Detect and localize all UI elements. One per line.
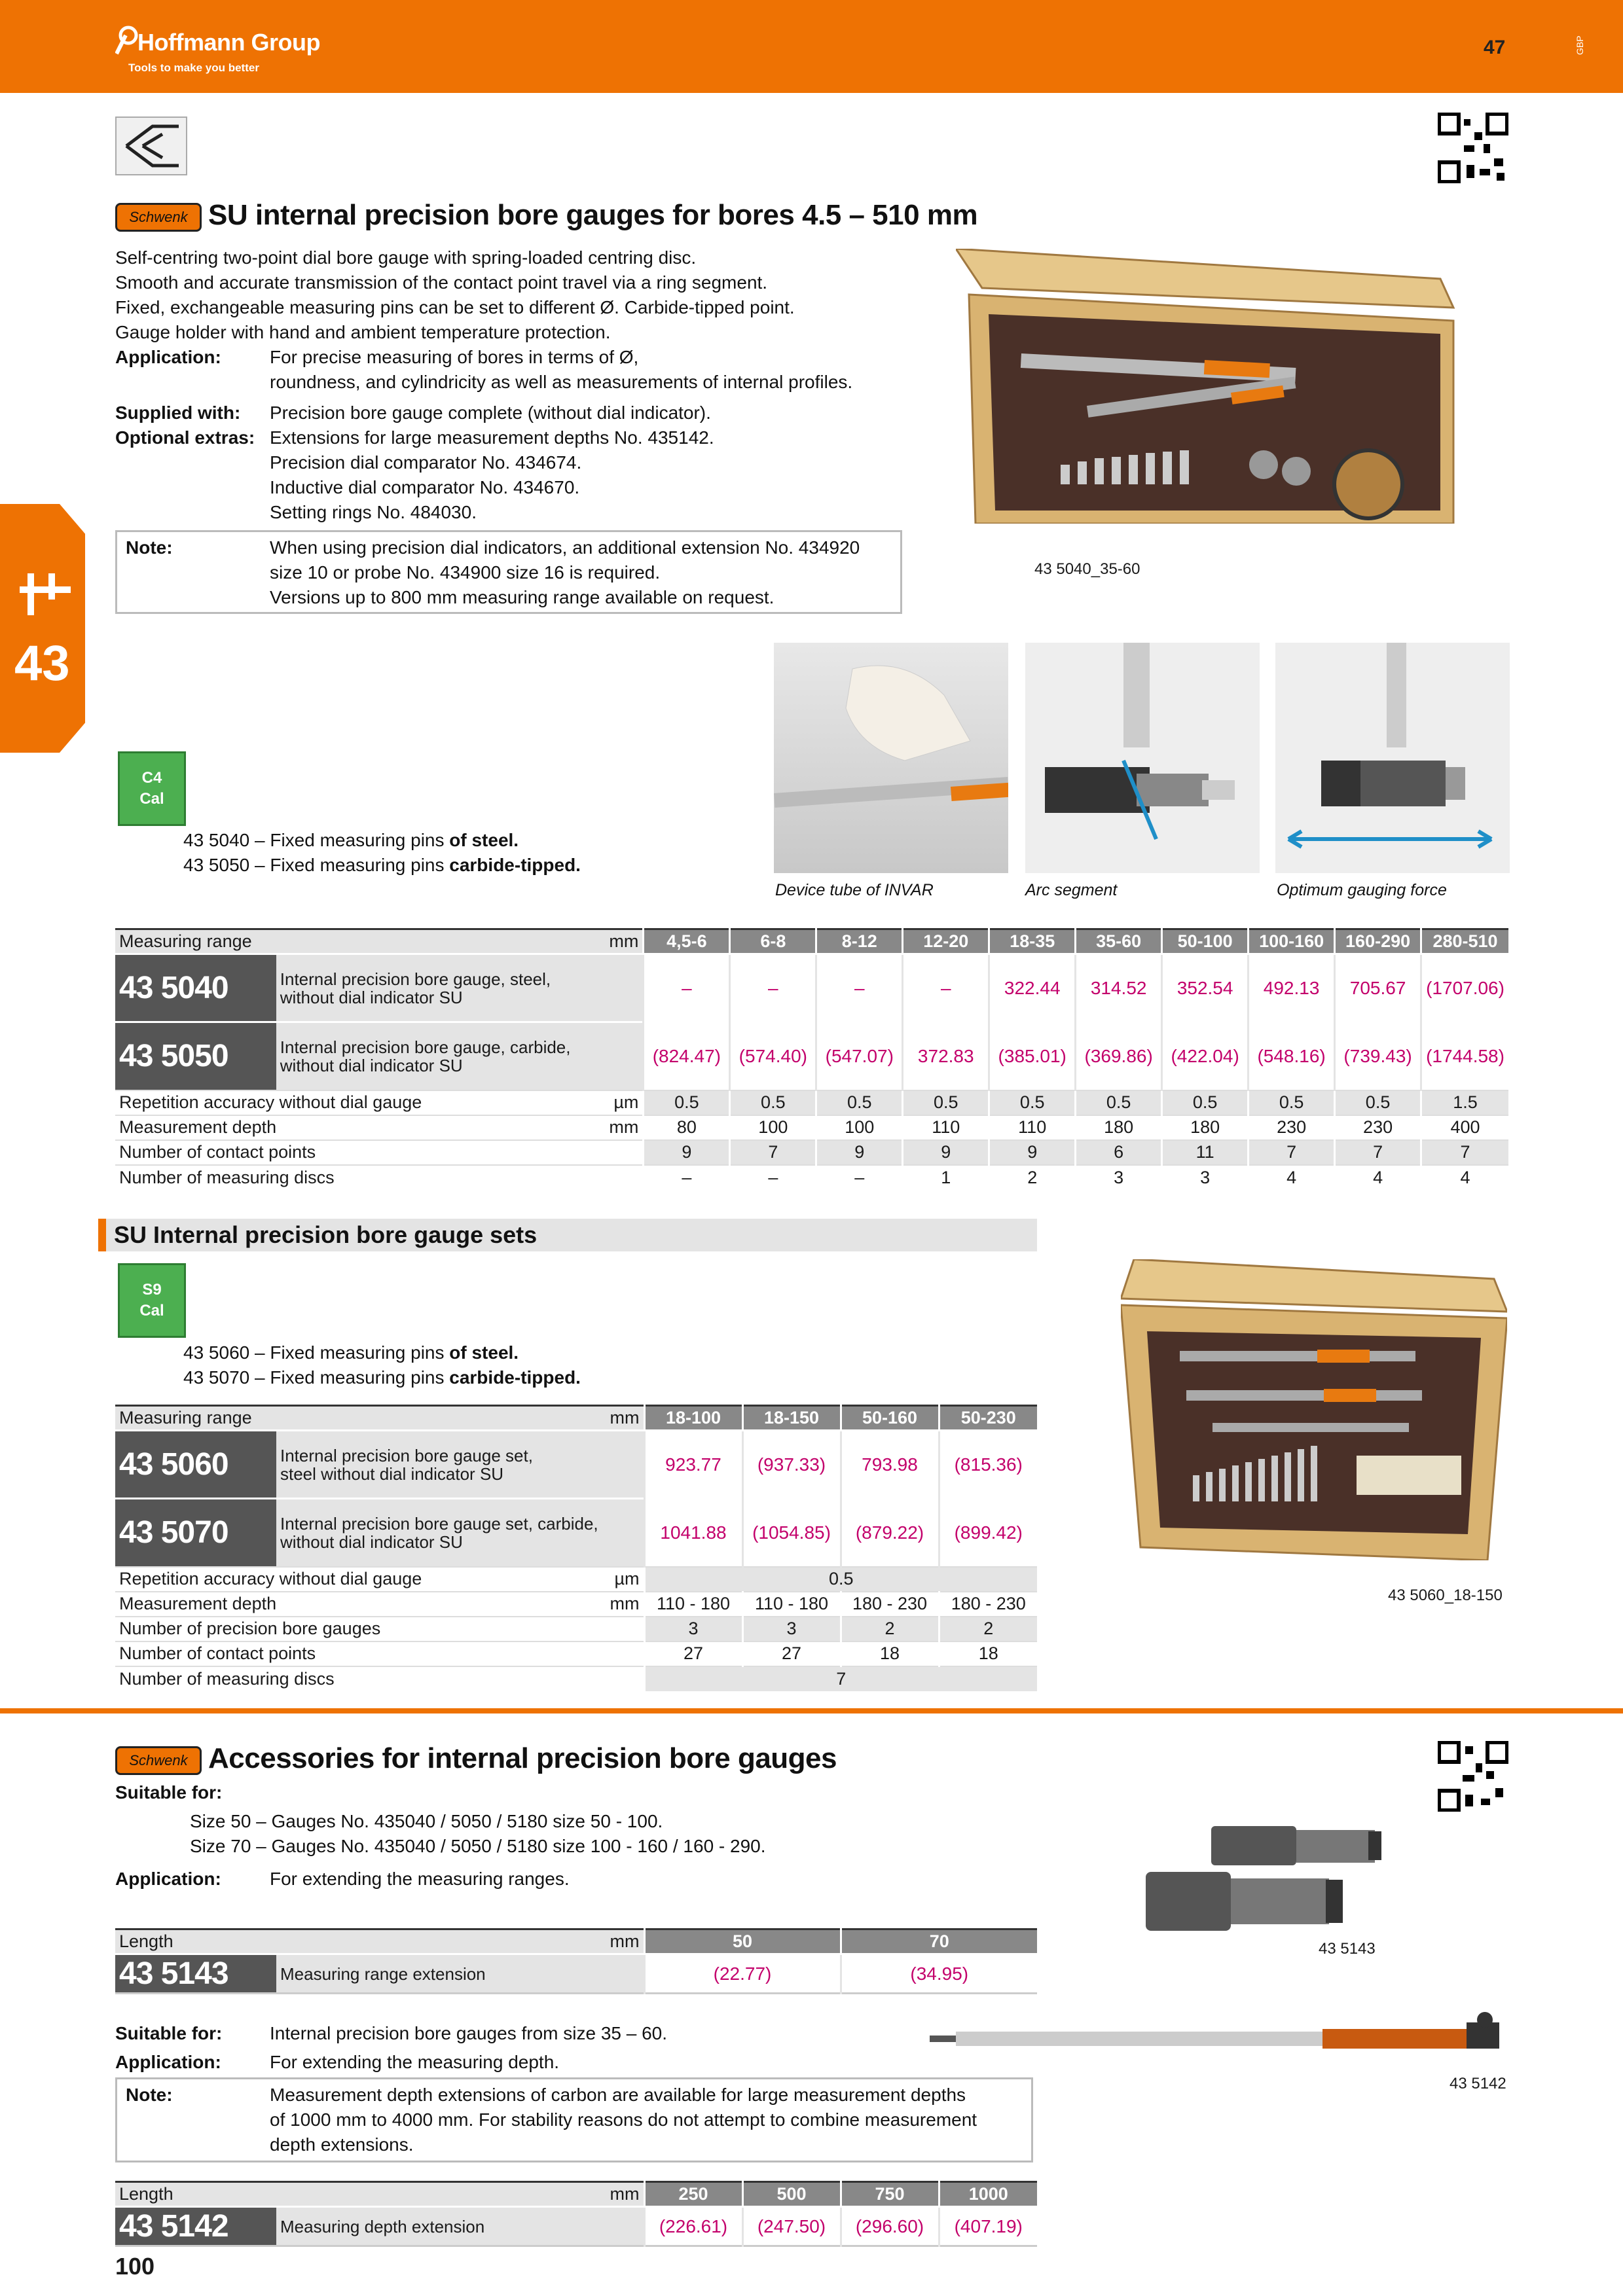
note-text: Measurement depth extensions of carbon are available for large measurement depths of 1000 mm to 4000 mm. For stability reasons do not attempt to combine measurement depth extensions.: [270, 2085, 977, 2155]
image-caption: 43 5060_18-150: [1388, 1587, 1503, 1604]
photo-arc-segment: [1025, 643, 1260, 873]
product-row: [115, 954, 1508, 1022]
schwenk-logo: Schwenk: [115, 203, 202, 232]
extension-table: Length mm 50 70 43 5143 Measuring range extension (22.77) (34.95): [115, 1928, 1037, 1994]
range-header: 4,5-6: [644, 929, 730, 954]
article-number[interactable]: 43 5060: [115, 1431, 276, 1499]
range-header: 160-290: [1335, 929, 1421, 954]
chapter-tab[interactable]: [0, 504, 85, 753]
spec-row: Repetition accuracy without dial gauge µm 0.5: [115, 1567, 1037, 1592]
image-caption: 43 5040_35-60: [1034, 560, 1140, 578]
price-cell: –: [816, 954, 903, 1022]
article-description: Internal precision bore gauge, steel, without dial indicator SU: [276, 954, 644, 1022]
application-label: Application:: [115, 2052, 221, 2072]
photo-invar-tube: [774, 643, 1008, 873]
range-header: 6-8: [730, 929, 816, 954]
product-row: 43 5142 Measuring depth extension (226.61) (247.50) (296.60) (407.19): [115, 2207, 1037, 2246]
price-cell: –: [903, 954, 989, 1022]
range-header: 18-150: [742, 1406, 841, 1431]
qr-code-icon[interactable]: [1438, 113, 1508, 183]
article-number[interactable]: 43 5142: [115, 2207, 276, 2246]
range-header: 50-230: [939, 1406, 1037, 1431]
spec-row: Measurement depth mm 80 100 100 110 110 180 180 230 230 400: [115, 1115, 1508, 1140]
calibration-badge: C4 Cal: [118, 751, 186, 826]
image-caption: 43 5143: [1319, 1940, 1376, 1958]
application-label: Application:: [115, 1869, 221, 1889]
note-label: Note:: [126, 2085, 173, 2105]
spec-row: Repetition accuracy without dial gauge µm 0.5 0.5 0.5 0.5 0.5 0.5 0.5 0.5 0.5 1.5: [115, 1090, 1508, 1115]
article-number[interactable]: 43 5050: [115, 1022, 276, 1090]
section-title: SU internal precision bore gauges for bores 4.5 – 510 mm: [208, 199, 978, 231]
price-cell: 705.67: [1335, 954, 1421, 1022]
price-cell: (369.86): [1076, 1022, 1162, 1090]
application-text: For extending the measuring ranges.: [270, 1869, 570, 1889]
depth-extension-table: Length mm 250 500 750 1000 43 5142 Measuring depth extension (226.61) (247.50) (296.60) (407.19): [115, 2181, 1037, 2247]
spec-row: Number of measuring discs 7: [115, 1666, 1037, 1691]
price-cell: 322.44: [989, 954, 1076, 1022]
footer-page-number: 100: [115, 2253, 155, 2280]
photo-caption-force: Optimum gauging force: [1277, 881, 1447, 899]
product-row: 43 5060 Internal precision bore gauge set, steel without dial indicator SU 923.77 (937.33) 793.98 (815.36): [115, 1431, 1037, 1499]
product-set-case-image: [1121, 1259, 1507, 1560]
caliper-icon: [18, 569, 72, 619]
price-cell: –: [730, 954, 816, 1022]
optional-label: Optional extras:: [115, 427, 255, 448]
price-cell: –: [644, 954, 730, 1022]
product-row: 43 5143 Measuring range extension (22.77) (34.95): [115, 1954, 1037, 1994]
price-cell: 492.13: [1249, 954, 1335, 1022]
range-header: 12-20: [903, 929, 989, 954]
bore-gauge-set-table: Measuring range mm 18-100 18-150 50-160 50-230 43 5060 Internal precision bore gauge set, steel without dial indicator SU 923.77 (937.33) 793.98 (815.36) 43 5070 Internal precision bore gauge set, carbide, without dial indicator SU 1041.88 (1054.85) (879.22) (899.42) Repetition accuracy without dial gauge µm 0.5 Measurement depth mm 110 - 180 110 - 180 180 - 230 180 - 230 Number of precision bore gauges 3 3 2 2 Number of contact points 27 27 18 18 Number of measuring discs 7: [115, 1405, 1037, 1691]
article-number[interactable]: 43 5070: [115, 1499, 276, 1567]
product-row: 43 5070 Internal precision bore gauge set, carbide, without dial indicator SU 1041.88 (1054.85) (879.22) (899.42): [115, 1499, 1037, 1567]
photo-caption-invar: Device tube of INVAR: [775, 881, 934, 899]
calibration-badge: S9 Cal: [118, 1263, 186, 1338]
range-header: 100-160: [1249, 929, 1335, 954]
page-number: 47: [1484, 37, 1506, 58]
product-row: [115, 1022, 1508, 1090]
schwenk-logo: Schwenk: [115, 1746, 202, 1775]
range-header: 35-60: [1076, 929, 1162, 954]
range-header: 50-160: [841, 1406, 939, 1431]
price-cell: (548.16): [1249, 1022, 1335, 1090]
image-caption: 43 5142: [1450, 2075, 1506, 2092]
price-cell: 314.52: [1076, 954, 1162, 1022]
spec-row: Number of precision bore gauges 3 3 2 2: [115, 1617, 1037, 1641]
price-cell: (1744.58): [1421, 1022, 1508, 1090]
suitable-label: Suitable for:: [115, 1782, 223, 1803]
photo-caption-arc: Arc segment: [1025, 881, 1118, 899]
supplied-label: Supplied with:: [115, 403, 241, 423]
range-header: 18-100: [644, 1406, 742, 1431]
range-header: 50-100: [1162, 929, 1249, 954]
range-header: 18-35: [989, 929, 1076, 954]
price-cell: (547.07): [816, 1022, 903, 1090]
variant-list: 43 5040 – Fixed measuring pins of steel. 43 5050 – Fixed measuring pins carbide-tipped.: [183, 830, 581, 875]
article-number[interactable]: 43 5040: [115, 954, 276, 1022]
article-description: Internal precision bore gauge, carbide, without dial indicator SU: [276, 1022, 644, 1090]
range-header: 280-510: [1421, 929, 1508, 954]
price-cell: (422.04): [1162, 1022, 1249, 1090]
suitable-text: Internal precision bore gauges from size 35 – 60.: [270, 2023, 668, 2043]
product-case-image: [956, 249, 1467, 524]
brand-name[interactable]: Hoffmann Group: [137, 29, 320, 56]
application-label: Application:: [115, 347, 221, 367]
spec-row: Number of measuring discs – – – 1 2 3 3 4 4 4: [115, 1165, 1508, 1190]
application-text: For extending the measuring depth.: [270, 2052, 560, 2072]
qr-code-icon[interactable]: [1438, 1741, 1508, 1812]
currency-label: GBP: [1575, 35, 1585, 55]
variant-list: 43 5060 – Fixed measuring pins of steel. 43 5070 – Fixed measuring pins carbide-tipped.: [183, 1342, 581, 1388]
article-number[interactable]: 43 5143: [115, 1954, 276, 1994]
bore-gauge-symbol-icon: [115, 117, 187, 175]
size-list: Size 50 – Gauges No. 435040 / 5050 / 5180 size 50 - 100. Size 70 – Gauges No. 435040 / 5050 / 5180 size 100 - 160 / 160 - 290.: [190, 1811, 766, 1856]
range-header: 8-12: [816, 929, 903, 954]
suitable-label: Suitable for:: [115, 2023, 223, 2043]
price-cell: (574.40): [730, 1022, 816, 1090]
brand-tagline: Tools to make you better: [128, 62, 259, 74]
price-cell: (739.43): [1335, 1022, 1421, 1090]
price-cell: (824.47): [644, 1022, 730, 1090]
price-cell: (385.01): [989, 1022, 1076, 1090]
price-cell: (1707.06): [1421, 954, 1508, 1022]
depth-extension-image: [930, 2009, 1511, 2055]
spec-row: Number of contact points 27 27 18 18: [115, 1641, 1037, 1666]
price-cell: 372.83: [903, 1022, 989, 1090]
supplied-text: Precision bore gauge complete (without dial indicator).: [270, 403, 711, 423]
section-divider: [0, 1708, 1623, 1713]
optional-text: Extensions for large measurement depths No. 435142. Precision dial comparator No. 434674. Inductive dial comparator No. 434670. Setting rings No. 484030.: [270, 427, 714, 522]
sets-section-header: SU Internal precision bore gauge sets: [98, 1219, 1037, 1251]
extension-image: [1133, 1820, 1395, 1937]
spec-row: Number of contact points 9 7 9 9 9 6 11 7 7 7: [115, 1140, 1508, 1165]
application-text: For precise measuring of bores in terms of Ø, roundness, and cylindricity as well as measurements of internal profiles.: [270, 347, 853, 392]
photo-gauging-force: [1275, 643, 1510, 873]
note-text: When using precision dial indicators, an additional extension No. 434920 size 10 or probe No. 434900 size 16 is required. Versions up to 800 mm measuring range available on request.: [270, 537, 860, 607]
spec-row: Measurement depth mm 110 - 180 110 - 180 180 - 230 180 - 230: [115, 1592, 1037, 1617]
product-description: Self-centring two-point dial bore gauge with spring-loaded centring disc. Smooth and accurate transmission of the contact point travel via a ring segment. Fixed, exchangeable measuring pins can be set to different Ø. Carbide-tipped point. Gauge holder with hand and ambient temperature protection.: [115, 247, 795, 342]
chapter-number: 43: [14, 636, 70, 691]
bore-gauge-table: Measuring range mm 4,5-6 6-8 8-12 12-20 18-35 35-60 50-100 100-160 160-290 280-510 43 5040 Internal precision bore gauge, steel, without dial indicator SU – – – – 322.44 314.52 352.54 492.13 705.67 (1707.06) 43 5050 Internal precision bore gauge, carbide, without dial indicator SU (824.47) (574.40) (547.07) 372.83 (385.01) (369.86) (422.04) (548.16) (739.43) (1744.58) Repetition accuracy without dial gauge µm 0.5 0.5 0.5 0.5 0.5 0.5 0.5 0.5 0.5 1.5 Measurement depth mm 80 100 100 110 110 180 180 230 230 400 Number of contact points 9 7 9 9 9 6 11 7 7 7 Number of measuring discs – – – 1 2 3 3 4 4 4: [115, 928, 1508, 1190]
measuring-range-label: Measuring range: [115, 929, 590, 954]
note-label: Note:: [126, 537, 173, 558]
accessories-title: Accessories for internal precision bore gauges: [208, 1742, 837, 1774]
price-cell: 352.54: [1162, 954, 1249, 1022]
